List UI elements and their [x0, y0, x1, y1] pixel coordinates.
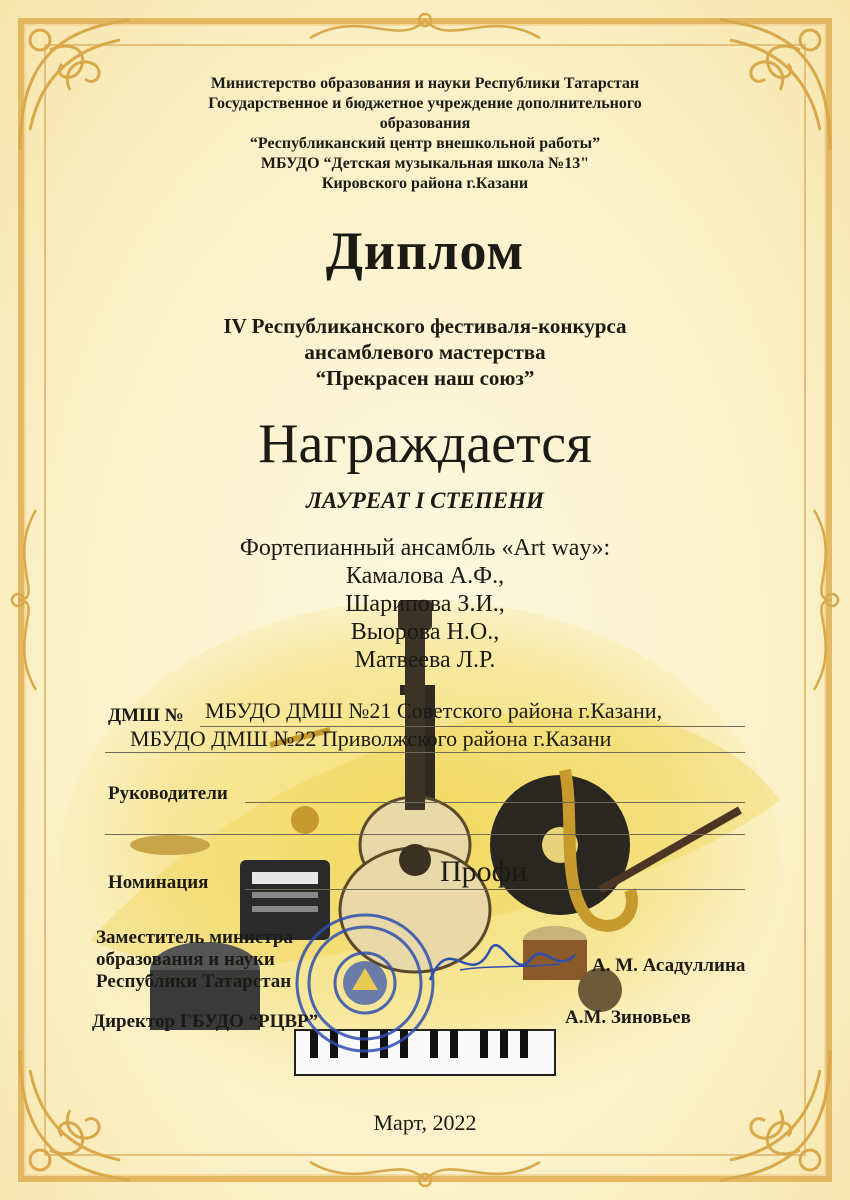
header-line: МБУДО “Детская музыкальная школа №13" [260, 155, 590, 172]
issue-date: Март, 2022 [373, 1110, 477, 1135]
ensemble-member: Камалова А.Ф., [345, 563, 505, 589]
diploma-title: Диплом [325, 221, 525, 281]
school-line-2: МБУДО ДМШ №22 Приволжского района г.Казани [130, 726, 612, 751]
leaders-underline [105, 834, 745, 835]
school-line-1: МБУДО ДМШ №21 Советского района г.Казани, [205, 698, 663, 723]
header-line: Кировского района г.Казани [321, 175, 529, 192]
header-line: “Республиканский центр внешкольной работы” [249, 135, 601, 152]
school-label: ДМШ № [108, 705, 184, 726]
ensemble-member: Матвеева Л.Р. [354, 647, 496, 673]
festival-line: “Прекрасен наш союз” [315, 366, 535, 390]
leaders-label: Руководители [108, 783, 228, 804]
ensemble-member: Выорова Н.О., [350, 619, 500, 645]
school-underline [105, 752, 745, 753]
bottom-ornament-icon [300, 1152, 550, 1192]
nomination-value: Профи [440, 855, 528, 888]
official-stamp-icon [290, 908, 440, 1058]
festival-line: ансамблевого мастерства [304, 340, 546, 364]
deputy-title-line: Заместитель министра [96, 927, 293, 948]
deputy-title-line: Республики Татарстан [96, 971, 292, 992]
deputy-title-line: образования и науки [96, 949, 275, 970]
director-title: Директор ГБУДО “РЦВР” [92, 1011, 319, 1032]
header-line: Министерство образования и науки Республики Татарстан [210, 75, 640, 92]
leaders-underline [245, 802, 745, 803]
nomination-label: Номинация [108, 872, 209, 893]
signature-icon [420, 920, 580, 1000]
top-ornament-icon [300, 8, 550, 48]
ensemble-title: Фортепианный ансамбль «Art way»: [239, 535, 611, 561]
nomination-underline [245, 889, 745, 890]
deputy-name: А. М. Асадуллина [592, 955, 746, 976]
director-name: А.М. Зиновьев [565, 1007, 691, 1028]
laureate-degree: ЛАУРЕАТ I СТЕПЕНИ [306, 488, 544, 513]
festival-line: IV Республиканского фестиваля-конкурса [223, 314, 627, 338]
award-heading: Награждается [258, 413, 592, 475]
header-line: образования [379, 115, 471, 132]
header-line: Государственное и бюджетное учреждение дополнительного [208, 95, 642, 112]
ensemble-member: Шарипова З.И., [345, 591, 505, 617]
